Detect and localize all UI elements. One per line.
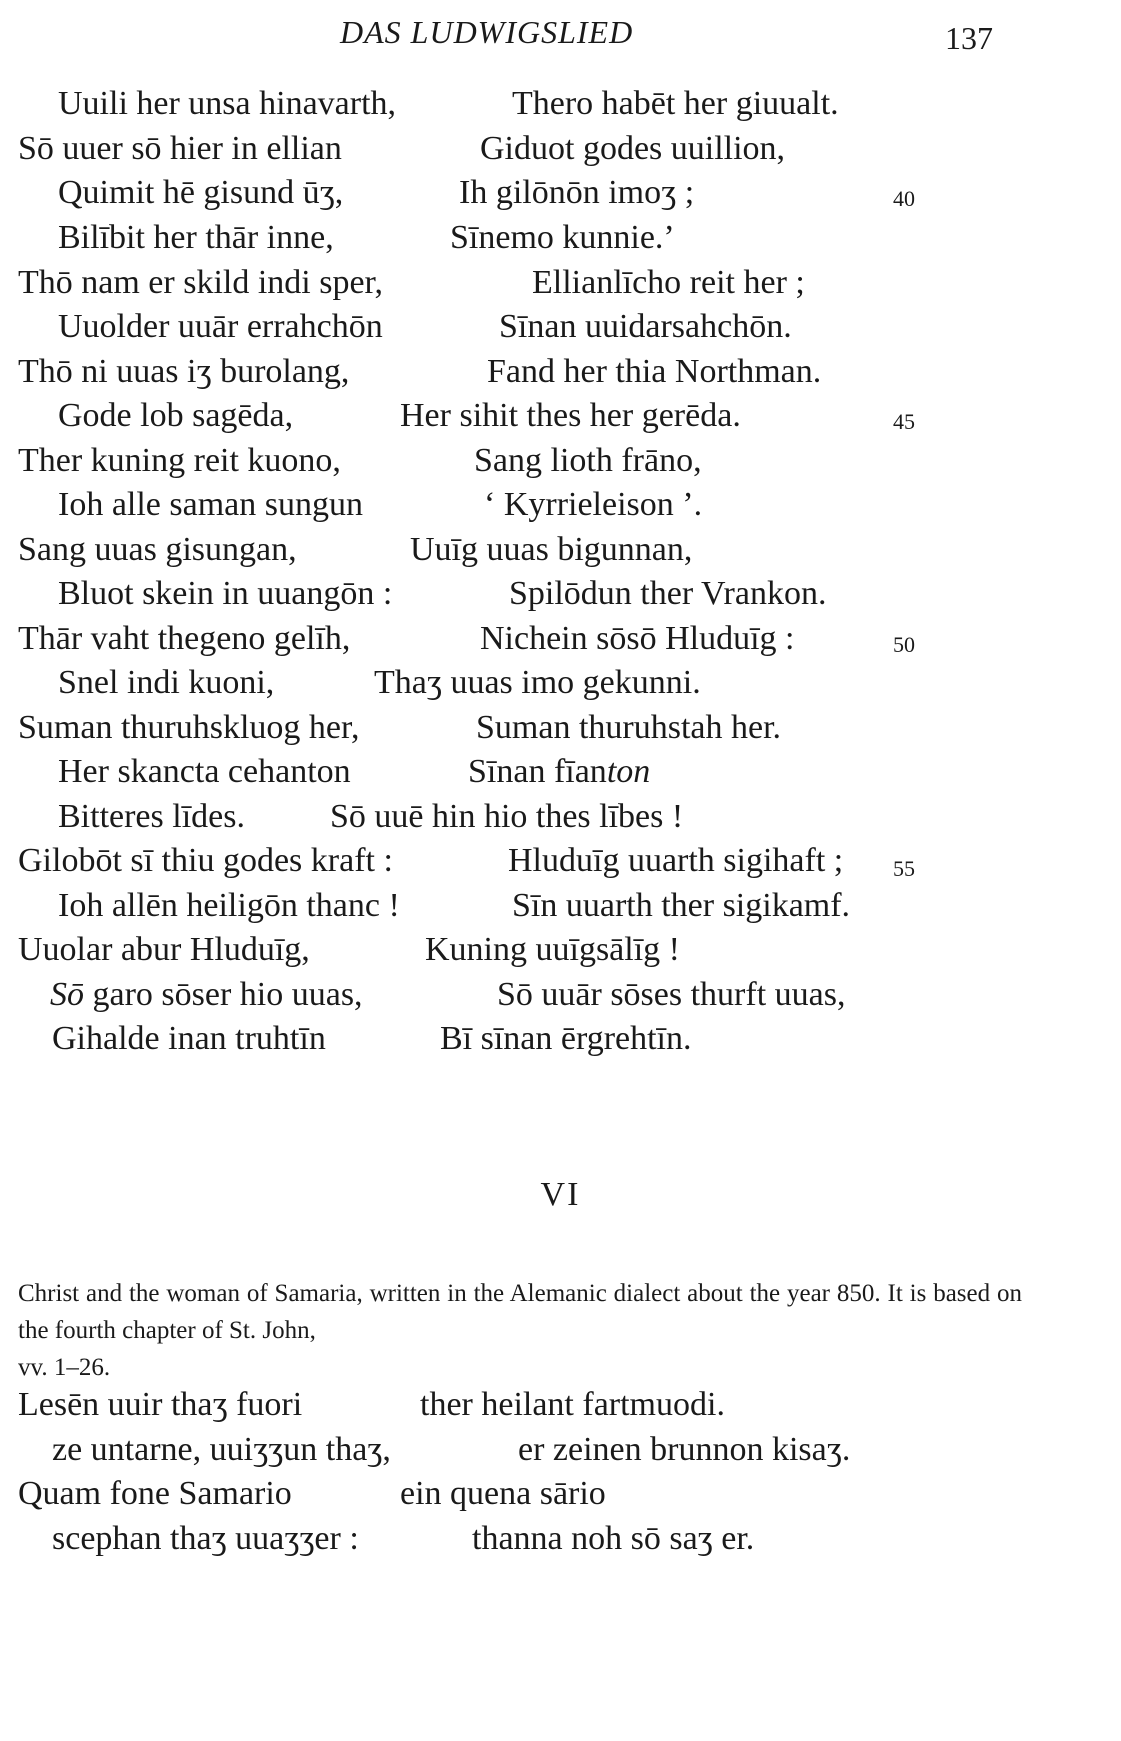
verse-line <box>0 82 1121 126</box>
verse-line <box>0 305 1121 349</box>
half-line-a: Ioh alle saman sungun <box>58 486 363 523</box>
half-line-b: Kuning uuīgsālīg ! <box>425 931 680 968</box>
verse-line <box>0 483 1121 527</box>
half-line-a: Uuolder uuār errahchōn <box>58 308 383 345</box>
half-line-a: Ioh allēn heiligōn thanc ! <box>58 887 400 924</box>
verse-line <box>0 394 1121 438</box>
half-line-a: Thō ni uuas iʒ burolang, <box>18 353 350 390</box>
half-line-b: er zeinen brunnon kisaʒ. <box>518 1431 851 1468</box>
verse-line <box>0 661 1121 705</box>
half-line-b: Bī sīnan ērgrehtīn. <box>440 1020 692 1057</box>
half-line-a: Bitteres līdes. <box>58 798 245 835</box>
half-line-b: Her sihit thes her gerēda. <box>400 397 741 434</box>
half-line-a: Quimit hē gisund ūʒ, <box>58 174 344 211</box>
half-line-b-italic: ton <box>606 753 651 790</box>
half-line-b: Ellianlīcho reit her ; <box>532 264 805 301</box>
half-line-a-italic: Sō <box>50 976 84 1013</box>
section-title: VI <box>540 1176 581 1213</box>
verse-line <box>0 706 1121 750</box>
half-line-b: Uuīg uuas bigunnan, <box>410 531 693 568</box>
half-line-b: Thero habēt her giuualt. <box>512 85 839 122</box>
half-line-b: Sīnemo kunnie.’ <box>450 219 675 256</box>
half-line-b: ‘ Kyrrieleison ’. <box>484 486 703 523</box>
verse-line <box>0 1428 1121 1472</box>
half-line-a <box>50 973 363 1017</box>
verse-line <box>0 839 1121 883</box>
half-line-b: Thaʒ uuas imo gekunni. <box>374 664 701 701</box>
verse-line <box>0 216 1121 260</box>
verse-line <box>0 1517 1121 1561</box>
half-line-a: Lesēn uuir thaʒ fuori <box>18 1386 303 1423</box>
verse-line <box>0 928 1121 972</box>
verse-line <box>0 973 1121 1017</box>
verse-line <box>0 127 1121 171</box>
page-number: 137 <box>945 20 993 56</box>
half-line-a: Gihalde inan truhtīn <box>52 1020 326 1057</box>
half-line-b <box>468 750 650 794</box>
half-line-b: thanna noh sō saʒ er. <box>472 1520 755 1557</box>
half-line-a: ze untarne, uuiʒʒun thaʒ, <box>52 1431 391 1468</box>
half-line-a: Suman thuruhskluog her, <box>18 709 360 746</box>
verse-line <box>0 795 1121 839</box>
verse-line <box>0 884 1121 928</box>
line-number: 40 <box>893 186 915 211</box>
half-line-b: Sō uuār sōses thurft uuas, <box>497 976 846 1013</box>
verse-line <box>0 261 1121 305</box>
half-line-b: Sang lioth frāno, <box>474 442 702 479</box>
half-line-a: Sang uuas gisungan, <box>18 531 297 568</box>
running-head: DAS LUDWIGSLIED <box>340 14 634 50</box>
half-line-a: Ther kuning reit kuono, <box>18 442 341 479</box>
half-line-b: Spilōdun ther Vrankon. <box>509 575 827 612</box>
line-number: 50 <box>893 632 915 657</box>
half-line-a: Gilobōt sī thiu godes kraft : <box>18 842 393 879</box>
half-line-b: Nichein sōsō Hluduīg : <box>480 620 795 657</box>
half-line-a: Uuolar abur Hluduīg, <box>18 931 310 968</box>
verse-line <box>0 617 1121 661</box>
half-line-b: Hluduīg uuarth sigihaft ; <box>508 842 844 879</box>
verse-line <box>0 1472 1121 1516</box>
section-intro <box>18 1275 1022 1386</box>
half-line-b: Sīnan uuidarsahchōn. <box>499 308 792 345</box>
half-line-b: Fand her thia Northman. <box>487 353 822 390</box>
half-line-a: Thār vaht thegeno gelīh, <box>18 620 351 657</box>
verse-line <box>0 750 1121 794</box>
half-line-a: Her skancta cehanton <box>58 753 351 790</box>
half-line-a: Thō nam er skild indi sper, <box>18 264 384 301</box>
verse-line <box>0 439 1121 483</box>
half-line-a-roman: garo sōser hio uuas, <box>84 976 363 1013</box>
half-line-a: Sō uuer sō hier in ellian <box>18 130 342 167</box>
verse-line <box>0 350 1121 394</box>
half-line-b: ther heilant fartmuodi. <box>420 1386 725 1423</box>
line-number: 45 <box>893 409 915 434</box>
half-line-b-roman: Sīnan fīan <box>468 753 607 790</box>
verse-line <box>0 171 1121 215</box>
half-line-a: scephan thaʒ uuaʒʒer : <box>52 1520 359 1557</box>
half-line-a: Uuili her unsa hinavarth, <box>58 85 397 122</box>
half-line-b: Giduot godes uuillion, <box>480 130 786 167</box>
half-line-a: Bilībit her thār inne, <box>58 219 334 256</box>
half-line-a: Quam fone Samario <box>18 1475 292 1512</box>
verse-line <box>0 528 1121 572</box>
line-number: 55 <box>893 856 915 881</box>
half-line-b: ein quena sārio <box>400 1475 606 1512</box>
verse-line <box>0 1383 1121 1427</box>
intro-text-last-line: vv. 1–26. <box>18 1354 111 1381</box>
intro-text: Christ and the woman of Samaria, written in the Alemanic dialect about the year 850. It is based on the fourth chapter of St. John, <box>18 1280 1022 1344</box>
half-line-a: Gode lob sagēda, <box>58 397 294 434</box>
half-line-b: Sō uuē hin hio thes lībes ! <box>330 798 684 835</box>
verse-line <box>0 572 1121 616</box>
half-line-b: Ih gilōnōn imoʒ ; <box>459 174 695 211</box>
half-line-b: Sīn uuarth ther sigikamf. <box>512 887 851 924</box>
half-line-b: Suman thuruhstah her. <box>476 709 782 746</box>
half-line-a: Snel indi kuoni, <box>58 664 275 701</box>
half-line-a: Bluot skein in uuangōn : <box>58 575 393 612</box>
verse-line <box>0 1017 1121 1061</box>
